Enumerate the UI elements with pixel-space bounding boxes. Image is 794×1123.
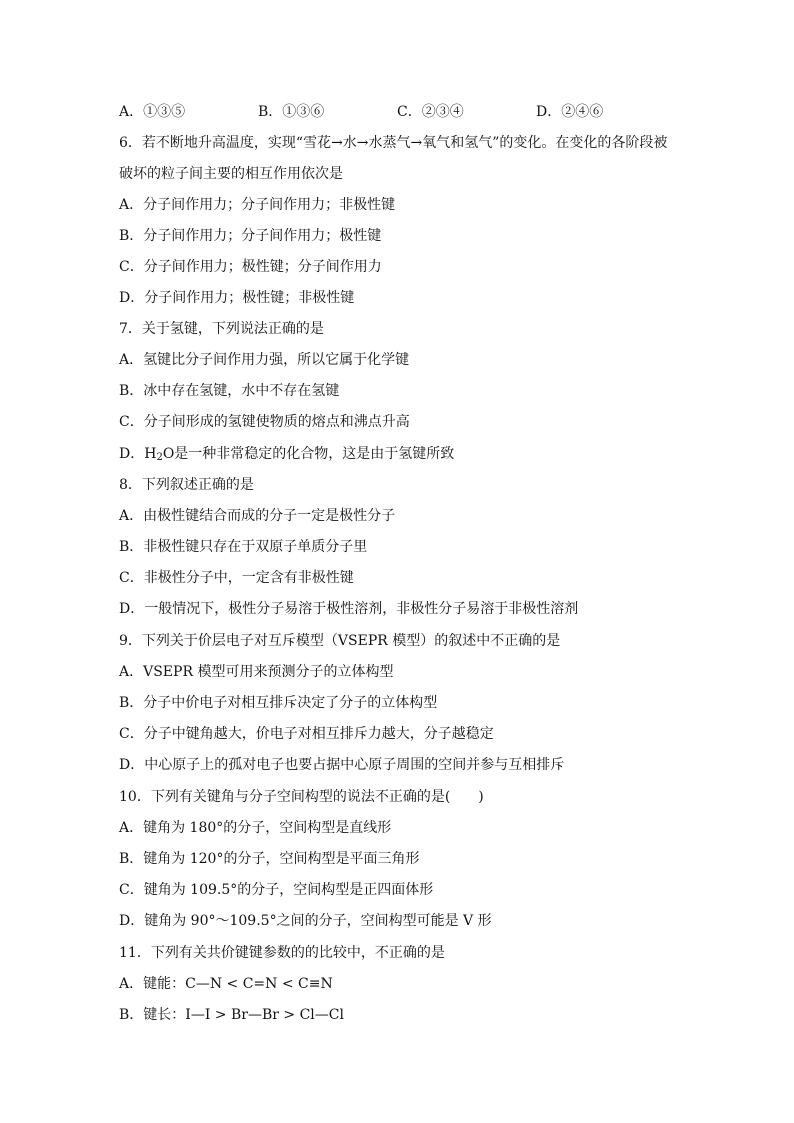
q6-option-d: D．分子间作用力；极性键；非极性键 <box>119 290 355 306</box>
q7-option-d-prefix: D．H <box>119 446 157 462</box>
q7-stem: 7．关于氢键，下列说法正确的是 <box>119 321 324 337</box>
q6-option-c: C．分子间作用力；极性键；分子间作用力 <box>119 259 382 275</box>
q8-option-d: D．一般情况下，极性分子易溶于极性溶剂，非极性分子易溶于非极性溶剂 <box>119 601 579 617</box>
q9-option-d: D．中心原子上的孤对电子也要占据中心原子周围的空间并参与互相排斥 <box>119 757 565 773</box>
q7-option-c: C．分子间形成的氢键使物质的熔点和沸点升高 <box>119 414 410 430</box>
q10-stem: 10．下列有关键角与分子空间构型的说法不正确的是( ) <box>119 789 484 805</box>
q10-option-a: A．键角为 180°的分子，空间构型是直线形 <box>119 820 392 836</box>
q6-option-b: B．分子间作用力；分子间作用力；极性键 <box>119 228 382 244</box>
q10-option-c: C．键角为 109.5°的分子，空间构型是正四面体形 <box>119 882 434 898</box>
q5-option-d: D．②④⑥ <box>536 104 604 120</box>
q5-options <box>119 103 679 121</box>
q7-option-a: A．氢键比分子间作用力强，所以它属于化学键 <box>119 352 410 368</box>
q5-option-a: A．①③⑤ <box>119 104 186 120</box>
q8-option-a: A．由极性键结合而成的分子一定是极性分子 <box>119 508 396 524</box>
q7-option-b: B．冰中存在氢键，水中不存在氢键 <box>119 383 340 399</box>
q8-option-c: C．非极性分子中，一定含有非极性键 <box>119 570 354 586</box>
q9-option-a: A．VSEPR 模型可用来预测分子的立体构型 <box>119 664 394 680</box>
q8-stem: 8．下列叙述正确的是 <box>119 477 254 493</box>
q10-option-d: D．键角为 90°～109.5°之间的分子，空间构型可能是 V 形 <box>119 913 492 929</box>
q7-option-d-subscript: 2 <box>156 452 163 463</box>
q9-stem: 9．下列关于价层电子对互斥模型（VSEPR 模型）的叙述中不正确的是 <box>119 633 561 649</box>
q9-option-c: C．分子中键角越大，价电子对相互排斥力越大，分子越稳定 <box>119 726 494 742</box>
q6-option-a: A．分子间作用力；分子间作用力；非极性键 <box>119 197 396 213</box>
q8-option-b: B．非极性键只存在于双原子单质分子里 <box>119 539 368 555</box>
q5-option-b: B．①③⑥ <box>258 104 325 120</box>
q10-option-b: B．键角为 120°的分子，空间构型是平面三角形 <box>119 851 420 867</box>
q11-option-a: A．键能：C—N < C=N < C≡N <box>119 976 333 992</box>
q9-option-b: B．分子中价电子对相互排斥决定了分子的立体构型 <box>119 695 438 711</box>
q7-option-d-rest: O是一种非常稳定的化合物，这是由于氢键所致 <box>162 446 455 462</box>
q5-option-c: C．②③④ <box>397 104 464 120</box>
q11-stem: 11．下列有关共价键键参数的的比较中，不正确的是 <box>119 945 445 961</box>
q11-option-b: B．键长：I—I > Br—Br > Cl—Cl <box>119 1007 344 1023</box>
q6-stem-line1: 6．若不断地升高温度，实现“雪花→水→水蒸气→氧气和氢气”的变化。在变化的各阶段被 <box>119 135 668 151</box>
q7-option-d <box>119 445 454 463</box>
q6-stem-line2: 破坏的粒子间主要的相互作用依次是 <box>119 166 343 182</box>
